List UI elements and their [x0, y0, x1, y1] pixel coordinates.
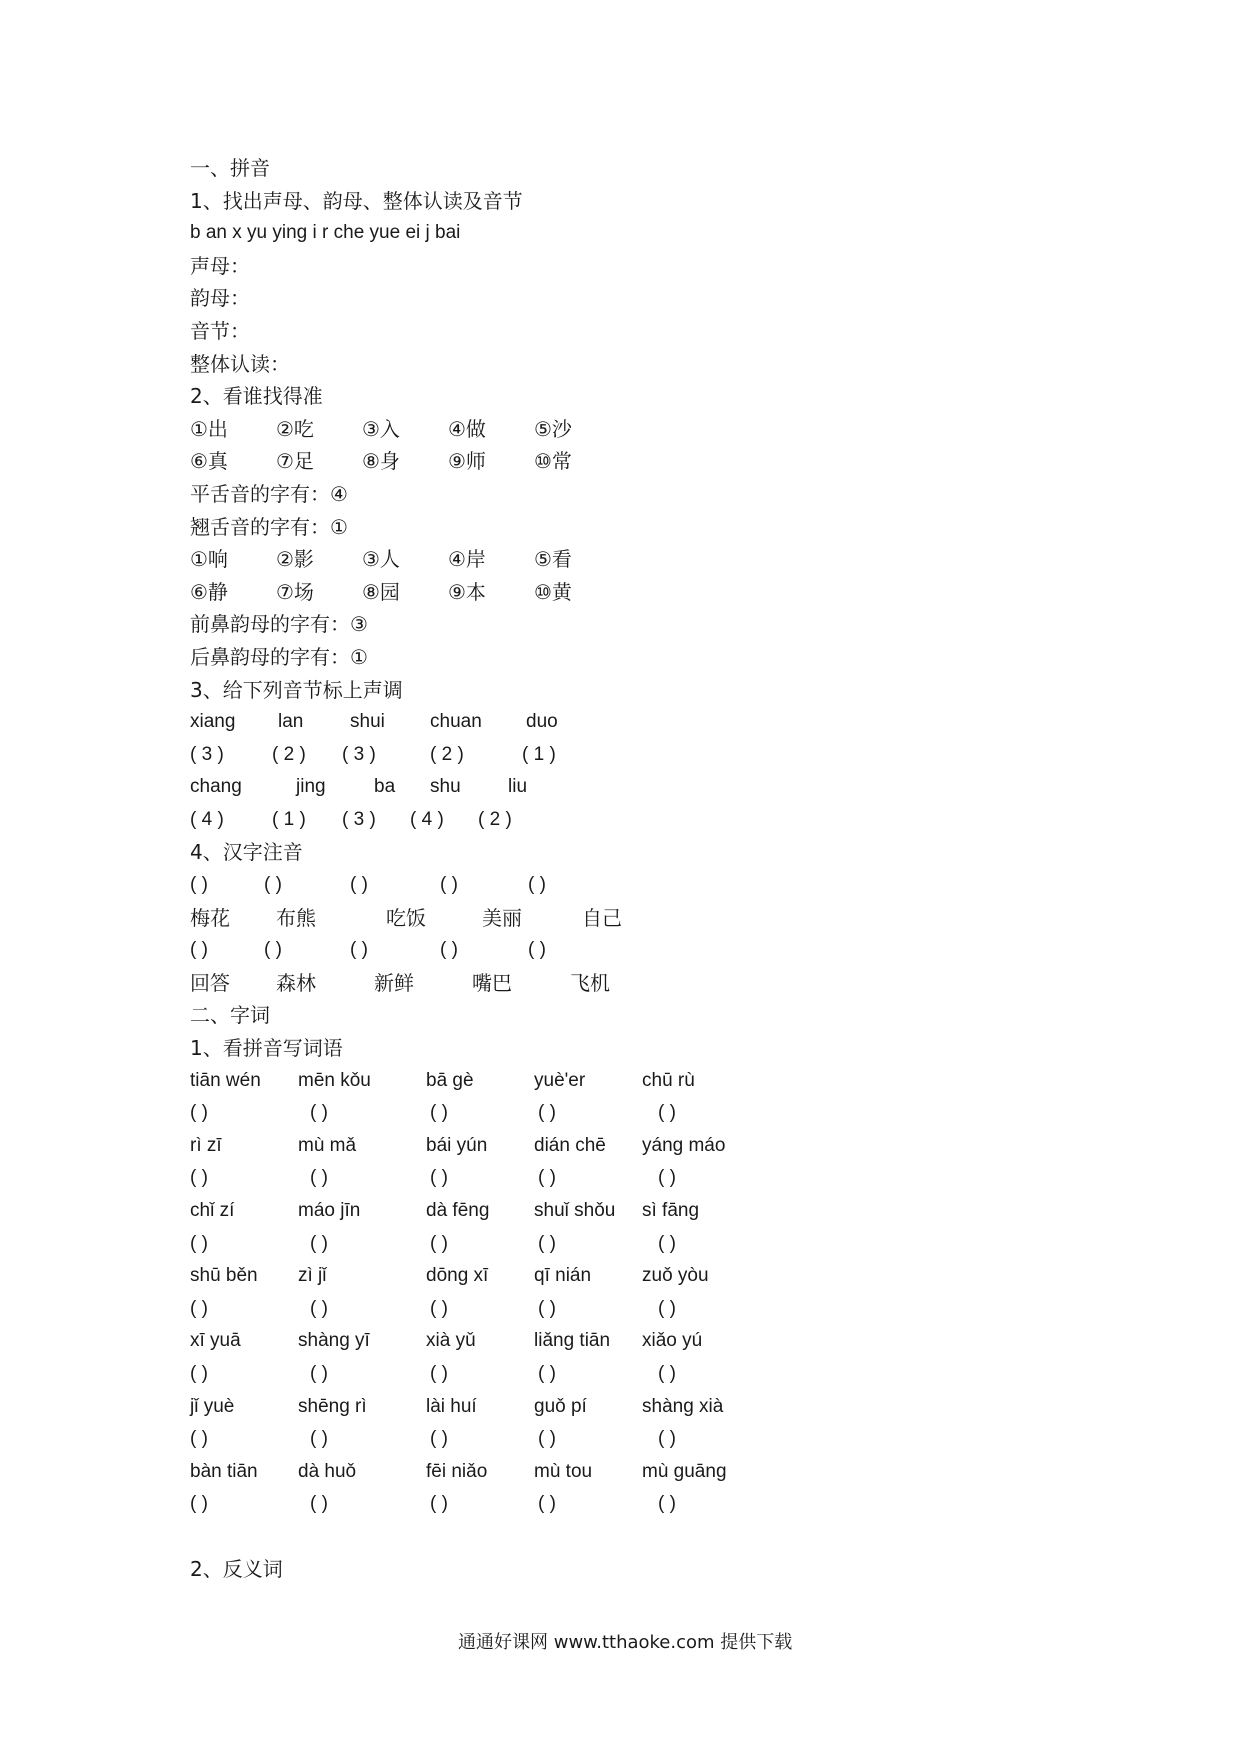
answer-blank[interactable]: ( ): [310, 1493, 328, 1515]
pinyin-row: [190, 1065, 1090, 1098]
blank-row: [190, 1423, 1090, 1456]
pinyin-word: liǎng tiān: [534, 1330, 611, 1352]
blank-row: [190, 1162, 1090, 1195]
pinyin-word: máo jīn: [298, 1200, 361, 1221]
pinyin-row: [190, 1260, 1090, 1293]
prompt-yunmu: 韵母：: [190, 286, 250, 311]
answer-blank[interactable]: ( ): [310, 1297, 328, 1319]
word: 森林: [276, 970, 316, 995]
word: 梅花: [190, 905, 230, 930]
syllable: duo: [526, 711, 558, 733]
answer-blank[interactable]: ( ): [430, 1428, 448, 1450]
answer-blank[interactable]: ( ): [538, 1493, 556, 1515]
char-item: ⑨师: [448, 449, 486, 474]
pinyin-word: tiān wén: [190, 1069, 261, 1091]
pinyin-row: [190, 1456, 1090, 1489]
pinyin-row: [190, 1391, 1090, 1424]
answer-blank[interactable]: ( ): [264, 939, 282, 961]
word: 美丽: [482, 905, 522, 930]
answer-blank[interactable]: ( ): [538, 1362, 556, 1384]
q2-group2-answer1: 前鼻韵母的字有：③: [190, 612, 368, 637]
pinyin-word: zuǒ yòu: [642, 1265, 709, 1287]
pinyin-word: dà fēng: [426, 1200, 490, 1221]
char-item: ⑥静: [190, 579, 228, 604]
char-item: ⑧园: [362, 579, 400, 604]
pinyin-row: [190, 1325, 1090, 1358]
answer-blank[interactable]: ( ): [190, 939, 208, 961]
q2-group2-row1: [190, 543, 1090, 576]
tone-answer: ( 3 ): [342, 743, 376, 765]
q1-items: b an x yu ying i r che yue ei j bai: [190, 222, 461, 244]
answer-blank[interactable]: ( ): [190, 1362, 208, 1384]
answer-blank[interactable]: ( ): [440, 939, 458, 961]
pinyin-word: chǐ zí: [190, 1200, 235, 1221]
tone-answer: ( 1 ): [522, 743, 556, 765]
syllable: ba: [374, 776, 396, 798]
syllable: chang: [190, 776, 242, 798]
answer-blank[interactable]: ( ): [310, 1232, 328, 1254]
worksheet-page: [190, 152, 1090, 1586]
pinyin-word: guǒ pí: [534, 1395, 587, 1417]
q2-group2-row2: [190, 576, 1090, 609]
q4-words1: [190, 902, 1090, 935]
char-item: ①出: [190, 416, 228, 441]
blank-row: [190, 1228, 1090, 1261]
pinyin-word: xī yuā: [190, 1330, 241, 1352]
prompt-zhengti: 整体认读：: [190, 351, 290, 376]
syllable: liu: [508, 776, 528, 798]
answer-blank[interactable]: ( ): [658, 1428, 676, 1450]
char-item: ⑦足: [276, 449, 314, 474]
answer-blank[interactable]: ( ): [310, 1167, 328, 1189]
tone-answer: ( 2 ): [430, 743, 464, 765]
tone-answer: ( 3 ): [342, 808, 376, 830]
blank-row: [190, 1358, 1090, 1391]
answer-blank[interactable]: ( ): [310, 1428, 328, 1450]
blank-row: [190, 1097, 1090, 1130]
pinyin-word: qī nián: [534, 1265, 592, 1287]
answer-blank[interactable]: ( ): [430, 1167, 448, 1189]
tone-answer: ( 3 ): [190, 743, 224, 765]
pinyin-word-rows: [190, 1065, 1090, 1521]
answer-blank[interactable]: ( ): [658, 1102, 676, 1124]
tone-answer: ( 2 ): [272, 743, 306, 765]
s2-q2-title: 2、反义词: [190, 1556, 283, 1581]
spacer: [190, 1521, 1090, 1553]
q3-tones2: [190, 804, 1090, 837]
pinyin-row: [190, 1195, 1090, 1228]
answer-blank[interactable]: ( ): [190, 1493, 208, 1515]
char-item: ②吃: [276, 416, 314, 441]
word: 新鲜: [374, 970, 414, 995]
answer-blank[interactable]: ( ): [658, 1362, 676, 1384]
answer-blank[interactable]: ( ): [430, 1102, 448, 1124]
q4-blanks2: [190, 934, 1090, 967]
char-item: ③入: [362, 416, 400, 441]
answer-blank[interactable]: ( ): [430, 1297, 448, 1319]
answer-blank[interactable]: ( ): [538, 1232, 556, 1254]
answer-blank[interactable]: ( ): [310, 1362, 328, 1384]
pinyin-word: shēng rì: [298, 1395, 367, 1417]
answer-blank[interactable]: ( ): [430, 1493, 448, 1515]
char-item: ⑨本: [448, 579, 486, 604]
tone-answer: ( 1 ): [272, 808, 306, 830]
pinyin-word: xià yǔ: [426, 1330, 476, 1352]
char-item: ④岸: [448, 547, 486, 572]
char-item: ⑩黄: [534, 579, 572, 604]
answer-blank[interactable]: ( ): [190, 874, 208, 896]
syllable: xiang: [190, 711, 236, 733]
syllable: shu: [430, 776, 461, 798]
char-item: ④做: [448, 416, 486, 441]
pinyin-word: yuè'er: [534, 1069, 586, 1091]
pinyin-word: yáng máo: [642, 1134, 726, 1156]
q4-blanks1: [190, 869, 1090, 902]
tone-answer: ( 2 ): [478, 808, 512, 830]
pinyin-word: mù guāng: [642, 1460, 727, 1482]
answer-blank[interactable]: ( ): [538, 1167, 556, 1189]
pinyin-word: xiǎo yú: [642, 1330, 703, 1352]
q1-title: 1、找出声母、韵母、整体认读及音节: [190, 188, 523, 213]
pinyin-word: bàn tiān: [190, 1460, 258, 1482]
pinyin-word: sì fāng: [642, 1200, 700, 1221]
section-2-title: 二、字词: [190, 1003, 270, 1028]
syllable: lan: [278, 711, 304, 733]
q3-title: 3、给下列音节标上声调: [190, 677, 403, 702]
syllable: jing: [296, 776, 326, 798]
q3-row1: [190, 706, 1090, 739]
answer-blank[interactable]: ( ): [538, 1428, 556, 1450]
answer-blank[interactable]: ( ): [190, 1297, 208, 1319]
answer-blank[interactable]: ( ): [658, 1232, 676, 1254]
word: 自己: [582, 905, 622, 930]
pinyin-word: shàng xià: [642, 1395, 724, 1417]
answer-blank[interactable]: ( ): [350, 939, 368, 961]
char-item: ⑥真: [190, 449, 228, 474]
q2-group1-row2: [190, 445, 1090, 478]
q3-tones1: [190, 739, 1090, 772]
pinyin-word: dián chē: [534, 1134, 606, 1156]
char-item: ③人: [362, 547, 400, 572]
answer-blank[interactable]: ( ): [538, 1297, 556, 1319]
pinyin-word: dōng xī: [426, 1265, 489, 1287]
answer-blank[interactable]: ( ): [658, 1297, 676, 1319]
prompt-yinjie: 音节：: [190, 318, 250, 343]
word: 飞机: [570, 970, 610, 995]
prompt-shengmu: 声母：: [190, 253, 250, 278]
char-item: ②影: [276, 547, 314, 572]
word: 布熊: [276, 905, 316, 930]
syllable: shui: [350, 711, 385, 733]
answer-blank[interactable]: ( ): [430, 1362, 448, 1384]
blank-row: [190, 1488, 1090, 1521]
pinyin-word: lài huí: [426, 1395, 477, 1417]
pinyin-word: mēn kǒu: [298, 1069, 371, 1091]
answer-blank[interactable]: ( ): [310, 1102, 328, 1124]
char-item: ⑩常: [534, 449, 572, 474]
char-item: ⑦场: [276, 579, 314, 604]
answer-blank[interactable]: ( ): [440, 874, 458, 896]
word: 吃饭: [386, 905, 426, 930]
q3-row2: [190, 771, 1090, 804]
pinyin-word: shàng yī: [298, 1330, 370, 1352]
answer-blank[interactable]: ( ): [528, 874, 546, 896]
s2-q1-title: 1、看拼音写词语: [190, 1036, 343, 1061]
answer-blank[interactable]: ( ): [190, 1428, 208, 1450]
char-item: ⑤沙: [534, 416, 572, 441]
tone-answer: ( 4 ): [190, 808, 224, 830]
tone-answer: ( 4 ): [410, 808, 444, 830]
q2-group2-answer2: 后鼻韵母的字有：①: [190, 644, 368, 669]
answer-blank[interactable]: ( ): [190, 1167, 208, 1189]
answer-blank[interactable]: ( ): [528, 939, 546, 961]
pinyin-word: shuǐ shǒu: [534, 1200, 616, 1221]
q2-group1-answer2: 翘舌音的字有：①: [190, 514, 348, 539]
syllable: chuan: [430, 711, 482, 733]
pinyin-word: zì jǐ: [298, 1265, 327, 1287]
q4-title: 4、汉字注音: [190, 840, 303, 865]
q2-group1-answer1: 平舌音的字有：④: [190, 481, 348, 506]
footer-text: 通通好课网 www.tthaoke.com 提供下载: [458, 1632, 793, 1653]
char-item: ⑧身: [362, 449, 400, 474]
char-item: ①响: [190, 547, 228, 572]
pinyin-word: fēi niǎo: [426, 1460, 488, 1482]
word: 回答: [190, 970, 230, 995]
pinyin-word: mù mǎ: [298, 1134, 357, 1156]
answer-blank[interactable]: ( ): [190, 1232, 208, 1254]
answer-blank[interactable]: ( ): [658, 1167, 676, 1189]
pinyin-word: bái yún: [426, 1134, 488, 1156]
answer-blank[interactable]: ( ): [190, 1102, 208, 1124]
answer-blank[interactable]: ( ): [264, 874, 282, 896]
pinyin-word: chū rù: [642, 1069, 695, 1091]
q4-words2: [190, 967, 1090, 1000]
pinyin-word: bā gè: [426, 1069, 474, 1091]
pinyin-row: [190, 1130, 1090, 1163]
pinyin-word: jǐ yuè: [190, 1395, 235, 1417]
char-item: ⑤看: [534, 547, 572, 572]
section-1-title: 一、拼音: [190, 156, 270, 180]
answer-blank[interactable]: ( ): [430, 1232, 448, 1254]
pinyin-word: shū běn: [190, 1265, 258, 1287]
pinyin-word: rì zī: [190, 1134, 222, 1156]
answer-blank[interactable]: ( ): [538, 1102, 556, 1124]
word: 嘴巴: [472, 970, 512, 995]
pinyin-word: dà huǒ: [298, 1460, 357, 1482]
answer-blank[interactable]: ( ): [350, 874, 368, 896]
q2-group1-row1: [190, 413, 1090, 446]
answer-blank[interactable]: ( ): [658, 1493, 676, 1515]
pinyin-word: mù tou: [534, 1460, 593, 1482]
blank-row: [190, 1293, 1090, 1326]
q2-title: 2、看谁找得准: [190, 384, 323, 409]
